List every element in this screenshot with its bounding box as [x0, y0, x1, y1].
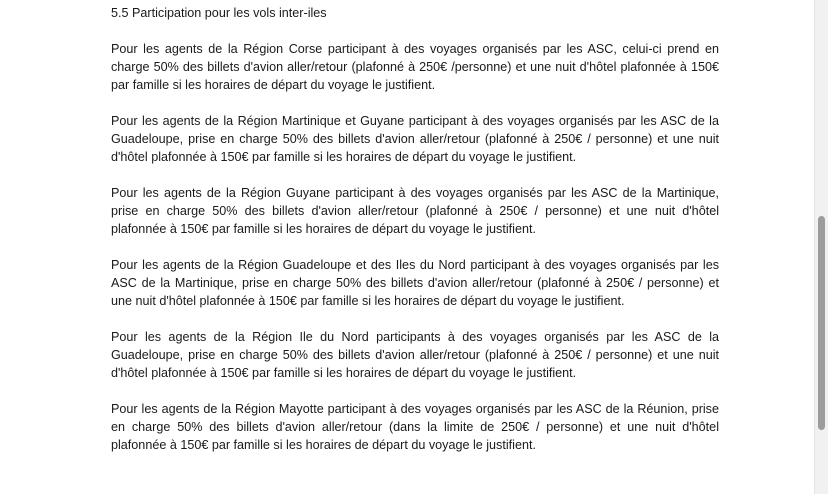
scrollbar-thumb[interactable]	[818, 216, 825, 430]
paragraph-guadeloupe-iles-du-nord: Pour les agents de la Région Guadeloupe et des Iles du Nord participant à des voyages organisés par les ASC de la Martinique, prise en charge 50% des billets d'avion aller/retour (plafonné à 250€ / personne) et une nuit d'hôtel plafonnée à 150€ par famille si les horaires de départ du voyage le justifient.	[111, 258, 719, 308]
paragraph-corse: Pour les agents de la Région Corse participant à des voyages organisés par les ASC, celui-ci prend en charge 50% des billets d'avion aller/retour (plafonné à 250€ /personne) et une nuit d'hôtel plafonnée à 150€ par famille si les horaires de départ du voyage le justifient.	[111, 42, 719, 92]
vertical-scrollbar[interactable]	[814, 0, 828, 494]
section-heading: 5.5 Participation pour les vols inter-iles	[111, 6, 327, 20]
paragraph-ile-du-nord: Pour les agents de la Région Ile du Nord participants à des voyages organisés par les ASC de la Guadeloupe, prise en charge 50% des billets d'avion aller/retour (plafonné à 250€ / personne) et une nuit d'hôtel plafonnée à 150€ par famille si les horaires de départ du voyage le justifient.	[111, 330, 719, 380]
paragraph-guyane: Pour les agents de la Région Guyane participant à des voyages organisés par les ASC de la Martinique, prise en charge 50% des billets d'avion aller/retour (plafonné à 250€ / personne) et une nuit d'hôtel plafonnée à 150€ par famille si les horaires de départ du voyage le justifient.	[111, 186, 719, 236]
paragraph-mayotte: Pour les agents de la Région Mayotte participant à des voyages organisés par les ASC de la Réunion, prise en charge 50% des billets d'avion aller/retour (dans la limite de 250€ / personne) et une nuit d'hôtel plafonnée à 150€ par famille si les horaires de départ du voyage le justifient.	[111, 402, 719, 452]
document-body	[111, 4, 719, 472]
paragraph-martinique-guyane: Pour les agents de la Région Martinique et Guyane participant à des voyages organisés par les ASC de la Guadeloupe, prise en charge 50% des billets d'avion aller/retour (plafonné à 250€ / personne) et une nuit d'hôtel plafonnée à 150€ par famille si les horaires de départ du voyage le justifient.	[111, 114, 719, 164]
